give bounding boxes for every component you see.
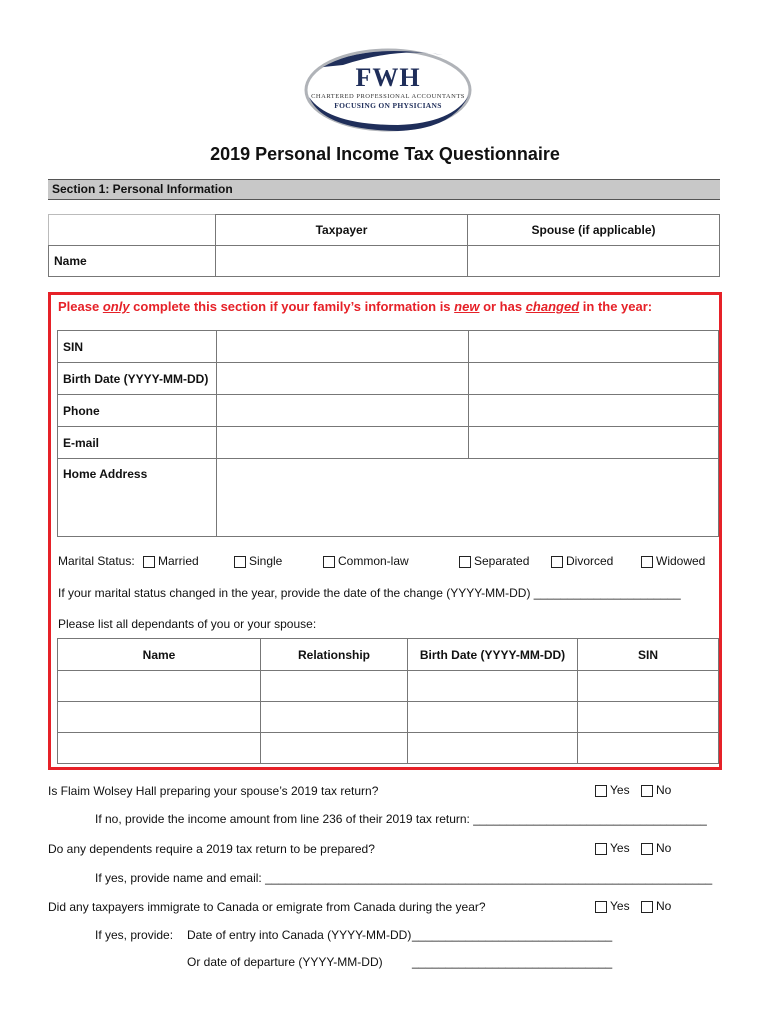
q1-no-option[interactable]: No [641,783,671,797]
dependant-sin-field[interactable] [578,733,719,764]
sin-label: SIN [58,331,217,363]
dependant-birth-date-field[interactable] [408,733,578,764]
logo-wordmark: FWH [355,63,421,92]
q2-no-option[interactable]: No [641,841,671,855]
entry-date-label: Date of entry into Canada (YYYY-MM-DD) [187,928,412,942]
dependant-relationship-field[interactable] [261,733,408,764]
q2-yes-option[interactable]: Yes [595,841,630,855]
personal-info-table [57,330,719,537]
phone-label: Phone [58,395,217,427]
spouse-header: Spouse (if applicable) [468,215,720,246]
name-label: Name [49,246,216,277]
marital-married-option[interactable]: Married [143,554,199,568]
taxpayer-sin-field[interactable] [217,331,469,363]
immigration-provide-label: If yes, provide: [95,928,174,942]
blank-header-cell [49,215,216,246]
spouse-phone-field[interactable] [469,395,719,427]
dependant-name-field[interactable] [58,733,261,764]
logo-tagline-2: FOCUSING ON PHYSICIANS [334,101,442,110]
marital-widowed-option[interactable]: Widowed [641,554,705,568]
spouse-income-line[interactable]: If no, provide the income amount from line 236 of their 2019 tax return: ___________________________________ [95,812,707,826]
marital-divorced-option[interactable]: Divorced [551,554,613,568]
q1-yes-option[interactable]: Yes [595,783,630,797]
taxpayer-header: Taxpayer [216,215,468,246]
dependant-birth-date-field[interactable] [408,671,578,702]
q3-yes-option[interactable]: Yes [595,899,630,913]
dependant-relationship-field[interactable] [261,702,408,733]
checkbox-icon[interactable] [234,556,246,568]
fwh-logo [303,45,473,135]
dependant-relationship-header: Relationship [261,639,408,671]
table-row [58,671,719,702]
dependants-intro: Please list all dependants of you or your spouse: [58,617,317,631]
changed-info-notice: Please only complete this section if your family’s information is new or has changed in the year: [58,299,653,314]
dependant-name-field[interactable] [58,702,261,733]
question-spouse-return: Is Flaim Wolsey Hall preparing your spouse’s 2019 tax return? [48,784,379,798]
dependant-birth-date-field[interactable] [408,702,578,733]
departure-date-field[interactable]: ______________________________ [412,955,613,969]
taxpayer-birth-date-field[interactable] [217,363,469,395]
dependant-sin-header: SIN [578,639,719,671]
birth-date-label: Birth Date (YYYY-MM-DD) [58,363,217,395]
marital-single-option[interactable]: Single [234,554,282,568]
table-row [58,733,719,764]
section-header [48,179,720,200]
checkbox-icon[interactable] [595,843,607,855]
dependant-birth-date-header: Birth Date (YYYY-MM-DD) [408,639,578,671]
section-label: Section 1: Personal Information [52,182,233,196]
dependant-sin-field[interactable] [578,671,719,702]
checkbox-icon[interactable] [551,556,563,568]
marital-separated-option[interactable]: Separated [459,554,529,568]
spouse-birth-date-field[interactable] [469,363,719,395]
marital-status-label: Marital Status: [58,554,135,568]
spouse-email-field[interactable] [469,427,719,459]
checkbox-icon[interactable] [143,556,155,568]
checkbox-icon[interactable] [641,785,653,797]
checkbox-icon[interactable] [459,556,471,568]
page-title: 2019 Personal Income Tax Questionnaire [210,144,560,164]
departure-date-label: Or date of departure (YYYY-MM-DD) [187,955,383,969]
home-address-field[interactable] [217,459,719,537]
dependant-sin-field[interactable] [578,702,719,733]
table-row [58,702,719,733]
marital-common-law-option[interactable]: Common-law [323,554,409,568]
q3-no-option[interactable]: No [641,899,671,913]
checkbox-icon[interactable] [595,901,607,913]
home-address-label: Home Address [58,459,217,537]
name-table [48,214,720,277]
entry-date-field[interactable]: ______________________________ [412,928,613,942]
checkbox-icon[interactable] [595,785,607,797]
spouse-name-field[interactable] [468,246,720,277]
dependant-name-field[interactable] [58,671,261,702]
dependant-name-header: Name [58,639,261,671]
taxpayer-name-field[interactable] [216,246,468,277]
question-immigration: Did any taxpayers immigrate to Canada or emigrate from Canada during the year? [48,900,486,914]
dependant-relationship-field[interactable] [261,671,408,702]
checkbox-icon[interactable] [641,556,653,568]
dependents-name-email-line[interactable]: If yes, provide name and email: ___________________________________________________________________ [95,871,713,885]
taxpayer-phone-field[interactable] [217,395,469,427]
spouse-sin-field[interactable] [469,331,719,363]
marital-change-text: If your marital status changed in the year, provide the date of the change (YYYY-MM-DD) ______________________ [58,586,681,600]
logo-tagline-1: CHARTERED PROFESSIONAL ACCOUNTANTS [311,93,465,100]
checkbox-icon[interactable] [641,843,653,855]
dependants-table [57,638,719,764]
question-dependents-return: Do any dependents require a 2019 tax return to be prepared? [48,842,375,856]
taxpayer-email-field[interactable] [217,427,469,459]
email-label: E-mail [58,427,217,459]
checkbox-icon[interactable] [323,556,335,568]
checkbox-icon[interactable] [641,901,653,913]
